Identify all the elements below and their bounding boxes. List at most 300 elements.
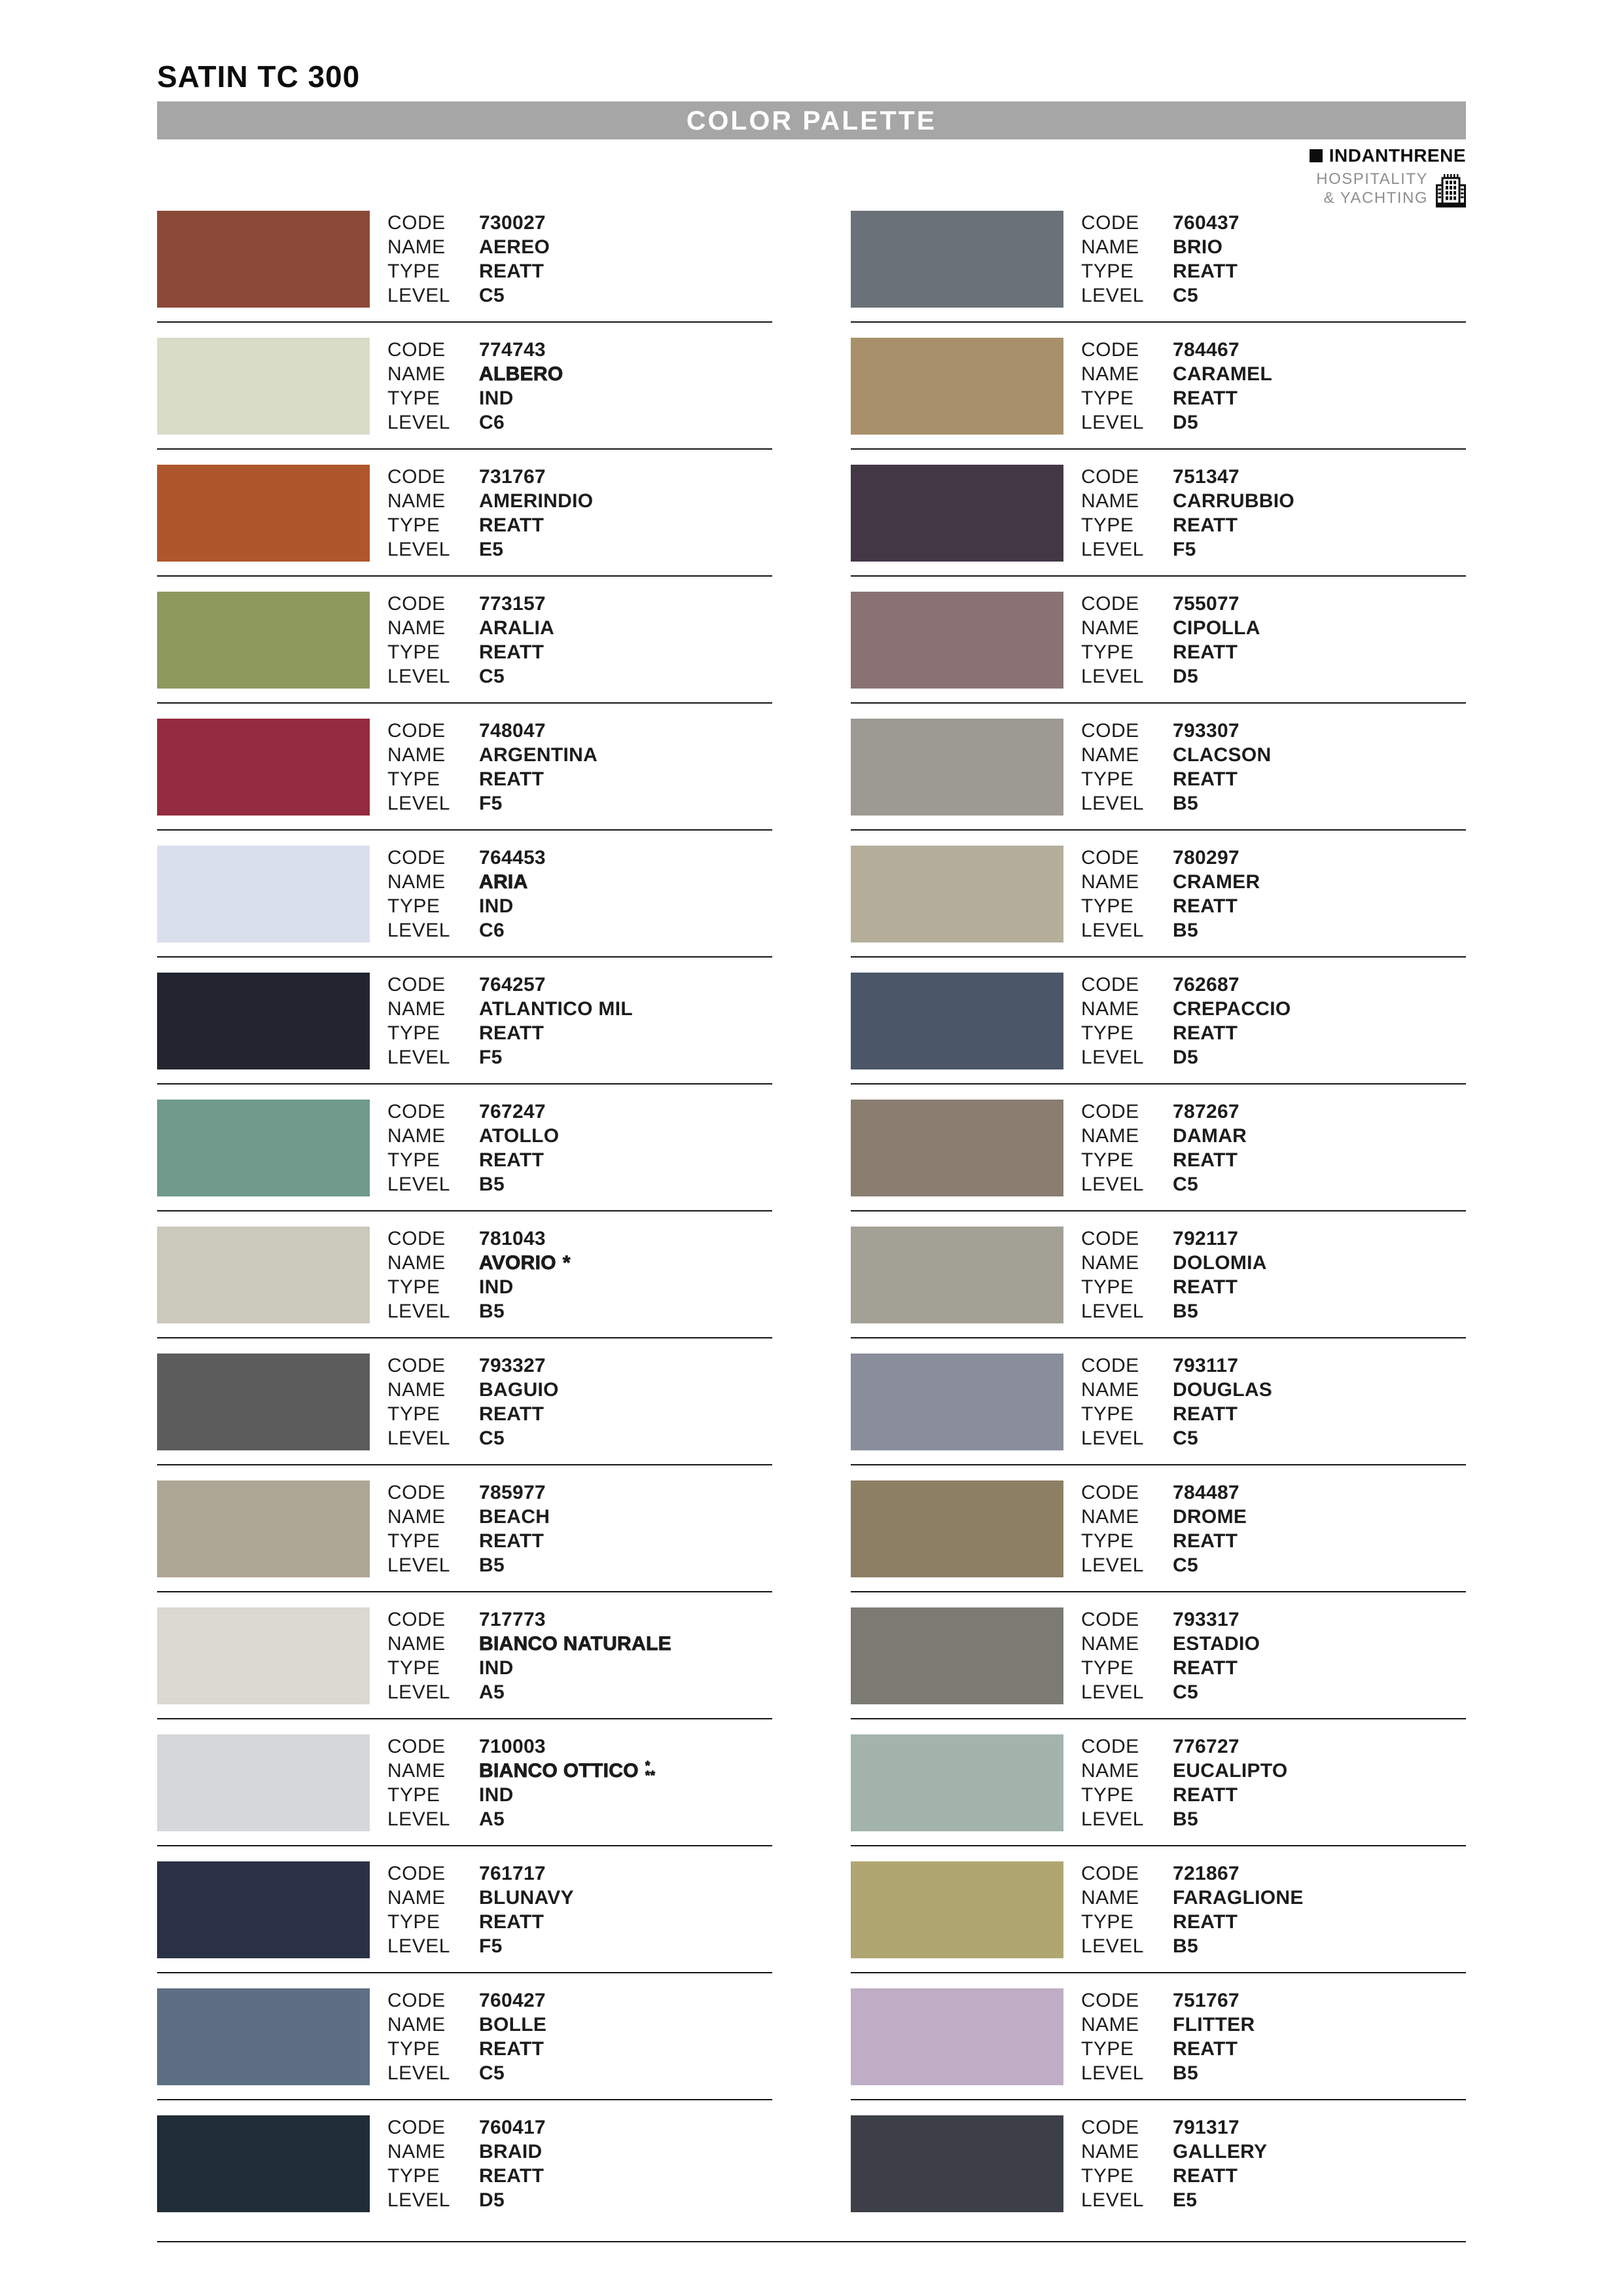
palette-entry [157,1354,772,1465]
type-label: TYPE [387,1022,440,1044]
code-value: 784467 [1173,338,1240,361]
entry-fields [1081,465,1294,562]
type-value: REATT [1173,514,1238,536]
code-label: CODE [1081,1608,1139,1630]
type-value: REATT [1173,1784,1238,1806]
color-swatch [851,2115,1063,2212]
code-value: 748047 [479,719,546,742]
level-label: LEVEL [1081,411,1144,433]
level-value: C5 [479,1427,505,1449]
level-value: C5 [479,665,505,687]
palette-entry [157,846,772,958]
type-value: REATT [1173,260,1238,282]
type-value: REATT [479,1149,544,1171]
name-value: ARIA [479,870,528,893]
name-label: NAME [387,997,446,1020]
name-label: NAME [387,1759,446,1782]
palette-entry [851,1861,1466,1973]
level-label: LEVEL [1081,919,1144,941]
code-value: 781043 [479,1227,546,1249]
type-value: REATT [1173,1657,1238,1679]
entry-fields [387,1227,571,1323]
name-value: CLACSON [1173,744,1272,766]
bottom-rule [157,2241,1466,2242]
name-value: CRAMER [1173,870,1260,893]
code-label: CODE [387,1227,446,1249]
name-value: DOUGLAS [1173,1378,1273,1401]
palette-entry [851,2115,1466,2226]
level-label: LEVEL [387,792,450,814]
code-label: CODE [1081,1100,1139,1122]
color-swatch [851,1607,1063,1704]
code-label: CODE [387,1608,446,1630]
level-label: LEVEL [1081,1681,1144,1703]
level-label: LEVEL [1081,1935,1144,1957]
name-label: NAME [1081,870,1139,893]
code-value: 717773 [479,1608,546,1630]
name-value: DOLOMIA [1173,1251,1267,1274]
palette-entry [157,719,772,831]
level-label: LEVEL [1081,665,1144,687]
name-value: BRAID [479,2140,543,2162]
name-value: BRIO [1173,236,1223,258]
palette-entry [157,1227,772,1338]
level-value: C5 [1173,284,1198,306]
color-swatch [157,338,370,435]
type-value: REATT [1173,2037,1238,2060]
code-value: 787267 [1173,1100,1240,1122]
name-value: CREPACCIO [1173,997,1291,1020]
code-value: 760427 [479,1989,546,2011]
brand-subtitle [1316,170,1428,207]
code-label: CODE [1081,2116,1139,2138]
code-label: CODE [1081,973,1139,996]
name-label: NAME [1081,2013,1139,2036]
level-label: LEVEL [387,284,450,306]
code-value: 731767 [479,465,546,488]
name-label: NAME [387,1124,446,1147]
entry-fields [387,719,597,816]
type-label: TYPE [1081,514,1134,536]
name-value: BLUNAVY [479,1886,574,1909]
code-label: CODE [1081,1227,1139,1249]
color-swatch [851,592,1063,689]
code-label: CODE [1081,1481,1139,1503]
footnote-mark: * ** [645,1759,656,1783]
name-value: AMERINDIO [479,490,594,512]
name-value: BIANCO NATURALE [479,1632,671,1655]
entry-fields [1081,1607,1260,1704]
entry-fields [1081,1734,1288,1831]
type-label: TYPE [1081,768,1134,790]
level-label: LEVEL [1081,284,1144,306]
level-value: B5 [1173,919,1198,941]
name-label: NAME [1081,617,1139,639]
type-label: TYPE [1081,1530,1134,1552]
name-label: NAME [387,870,446,893]
name-label: NAME [1081,744,1139,766]
code-value: 755077 [1173,592,1240,615]
level-label: LEVEL [1081,2189,1144,2211]
palette-entry [851,1227,1466,1338]
level-label: LEVEL [387,1173,450,1195]
entry-fields [387,1988,546,2085]
name-value: ATOLLO [479,1124,560,1147]
code-label: CODE [387,338,446,361]
code-label: CODE [1081,1354,1139,1376]
entry-fields [1081,719,1271,816]
name-label: NAME [387,2013,446,2036]
entry-fields [387,2115,546,2212]
palette-columns [157,211,1466,2241]
entry-fields [1081,1227,1267,1323]
palette-entry [157,2115,772,2226]
color-swatch [157,973,370,1069]
column-right [851,211,1466,2241]
name-value: AVORIO * [479,1251,571,1274]
color-swatch [851,338,1063,435]
type-label: TYPE [1081,2164,1134,2187]
entry-fields [1081,1100,1247,1196]
code-value: 710003 [479,1735,546,1757]
name-label: NAME [1081,1759,1139,1782]
code-label: CODE [1081,719,1139,742]
type-label: TYPE [387,895,440,917]
entry-fields [387,1100,559,1196]
entry-fields [1081,1480,1247,1577]
code-value: 792117 [1173,1227,1239,1249]
code-value: 751767 [1173,1989,1240,2011]
palette-entry [851,211,1466,323]
level-value: D5 [479,2189,505,2211]
entry-fields [1081,2115,1267,2212]
name-label: NAME [1081,997,1139,1020]
type-label: TYPE [1081,1276,1134,1298]
code-value: 761717 [479,1862,546,1884]
type-value: REATT [1173,1276,1238,1298]
type-value: REATT [479,1530,544,1552]
level-label: LEVEL [387,1554,450,1576]
palette-entry [851,973,1466,1085]
level-label: LEVEL [387,1681,450,1703]
type-value: REATT [479,1022,544,1044]
color-swatch [851,1861,1063,1958]
palette-entry [157,1734,772,1846]
name-value: CARAMEL [1173,363,1273,385]
type-value: REATT [479,1403,544,1425]
name-label: NAME [387,1378,446,1401]
banner [157,101,1466,139]
palette-entry [851,1988,1466,2100]
type-label: TYPE [387,387,440,409]
type-value: REATT [1173,641,1238,663]
type-value: REATT [1173,2164,1238,2187]
color-swatch [851,1100,1063,1196]
level-value: D5 [1173,665,1198,687]
level-label: LEVEL [387,665,450,687]
banner-title: COLOR PALETTE [686,105,937,135]
code-value: 721867 [1173,1862,1240,1884]
column-left [157,211,772,2241]
palette-entry [851,846,1466,958]
code-value: 767247 [479,1100,546,1122]
type-label: TYPE [1081,260,1134,282]
level-value: C5 [1173,1427,1198,1449]
type-value: REATT [1173,387,1238,409]
code-label: CODE [387,1735,446,1757]
level-value: F5 [479,1046,503,1068]
color-swatch [157,592,370,689]
brand-logo [1310,145,1466,207]
entry-fields [1081,846,1260,942]
entry-fields [387,1861,574,1958]
name-value: ARGENTINA [479,744,598,766]
name-label: NAME [387,490,446,512]
type-value: REATT [1173,1530,1238,1552]
code-value: 762687 [1173,973,1240,996]
code-label: CODE [387,719,446,742]
color-swatch [851,465,1063,562]
code-value: 760437 [1173,211,1240,234]
code-value: 791317 [1173,2116,1240,2138]
code-label: CODE [387,973,446,996]
code-label: CODE [387,1100,446,1122]
color-swatch [851,846,1063,942]
code-value: 793307 [1173,719,1240,742]
name-value: ATLANTICO MIL [479,997,633,1020]
level-label: LEVEL [387,1300,450,1322]
level-label: LEVEL [387,919,450,941]
level-label: LEVEL [1081,1808,1144,1830]
type-label: TYPE [387,2164,440,2187]
entry-fields [387,592,554,689]
name-label: NAME [1081,1124,1139,1147]
type-label: TYPE [387,1657,440,1679]
code-value: 730027 [479,211,546,234]
entry-fields [387,211,550,308]
code-value: 793117 [1173,1354,1239,1376]
name-label: NAME [387,236,446,258]
type-label: TYPE [387,260,440,282]
code-value: 793327 [479,1354,546,1376]
name-label: NAME [387,1886,446,1909]
type-value: REATT [1173,1403,1238,1425]
color-swatch [851,1227,1063,1323]
type-label: TYPE [387,514,440,536]
palette-entry [851,338,1466,450]
type-label: TYPE [387,1403,440,1425]
name-value: ARALIA [479,617,555,639]
code-label: CODE [387,2116,446,2138]
name-value: BAGUIO [479,1378,559,1401]
name-label: NAME [1081,1505,1139,1528]
type-value: IND [479,387,514,409]
name-value: FLITTER [1173,2013,1255,2036]
color-swatch [157,211,370,308]
name-label: NAME [1081,1378,1139,1401]
type-label: TYPE [1081,1657,1134,1679]
color-swatch [157,1227,370,1323]
level-value: C6 [479,919,505,941]
code-label: CODE [1081,1989,1139,2011]
entry-fields [1081,338,1272,435]
entry-fields [387,1354,559,1450]
level-value: E5 [479,538,504,560]
name-value: DAMAR [1173,1124,1247,1147]
brand-subtitle-line2: & YACHTING [1323,189,1428,207]
type-value: REATT [479,260,544,282]
code-label: CODE [1081,846,1139,869]
level-value: D5 [1173,1046,1198,1068]
entry-fields [1081,211,1240,308]
code-value: 764257 [479,973,546,996]
level-value: C5 [1173,1173,1198,1195]
code-label: CODE [387,592,446,615]
type-value: REATT [1173,1910,1238,1933]
type-label: TYPE [1081,1022,1134,1044]
type-label: TYPE [1081,387,1134,409]
name-label: NAME [1081,236,1139,258]
name-value: BOLLE [479,2013,547,2036]
type-value: REATT [1173,895,1238,917]
level-label: LEVEL [387,1427,450,1449]
name-label: NAME [1081,1251,1139,1274]
code-value: 784487 [1173,1481,1240,1503]
type-label: TYPE [1081,2037,1134,2060]
name-value: GALLERY [1173,2140,1268,2162]
palette-entry [851,592,1466,704]
palette-entry [157,973,772,1085]
level-value: B5 [479,1173,505,1195]
name-label: NAME [387,2140,446,2162]
code-label: CODE [1081,211,1139,234]
type-value: REATT [1173,1022,1238,1044]
level-value: B5 [1173,792,1198,814]
name-value: AEREO [479,236,550,258]
code-value: 764453 [479,846,546,869]
level-label: LEVEL [1081,2062,1144,2084]
level-value: A5 [479,1808,505,1830]
type-value: IND [479,1784,514,1806]
entry-fields [387,465,593,562]
level-value: F5 [479,792,503,814]
entry-fields [387,846,546,942]
level-value: B5 [1173,1300,1198,1322]
level-label: LEVEL [1081,1173,1144,1195]
type-value: REATT [479,2164,544,2187]
code-value: 774743 [479,338,546,361]
type-value: REATT [479,1910,544,1933]
color-swatch [157,465,370,562]
name-value: CARRUBBIO [1173,490,1295,512]
level-label: LEVEL [387,2189,450,2211]
palette-entry [851,719,1466,831]
entry-fields [387,1734,655,1831]
type-value: REATT [1173,1149,1238,1171]
entry-fields [387,973,633,1069]
entry-fields [1081,973,1291,1069]
color-swatch [157,1988,370,2085]
code-label: CODE [387,846,446,869]
type-label: TYPE [1081,1910,1134,1933]
color-swatch [851,211,1063,308]
page-title: SATIN TC 300 [157,60,361,94]
color-swatch [157,846,370,942]
code-value: 776727 [1173,1735,1240,1757]
level-value: C5 [479,2062,505,2084]
brand-square-icon [1310,149,1323,162]
name-label: NAME [1081,363,1139,385]
code-label: CODE [387,1481,446,1503]
palette-entry [157,1100,772,1211]
level-label: LEVEL [1081,1427,1144,1449]
name-value: EUCALIPTO [1173,1759,1288,1782]
color-swatch [851,973,1063,1069]
level-value: F5 [1173,538,1196,560]
code-label: CODE [387,1989,446,2011]
brand-name: INDANTHRENE [1329,145,1466,166]
color-swatch [157,1354,370,1450]
type-label: TYPE [387,1784,440,1806]
code-value: 785977 [479,1481,546,1503]
code-value: 780297 [1173,846,1240,869]
code-label: CODE [387,1862,446,1884]
code-label: CODE [1081,465,1139,488]
color-swatch [851,719,1063,816]
entry-fields [387,1480,550,1577]
name-value: BIANCO OTTICO * ** [479,1759,656,1783]
name-value: ALBERO [479,363,563,385]
palette-entry [851,1607,1466,1719]
name-label: NAME [387,1251,446,1274]
type-label: TYPE [1081,641,1134,663]
code-label: CODE [1081,1735,1139,1757]
brand-subtitle-line1: HOSPITALITY [1316,170,1428,188]
code-value: 793317 [1173,1608,1240,1630]
entry-fields [1081,1988,1255,2085]
name-label: NAME [387,617,446,639]
type-value: IND [479,895,514,917]
palette-entry [157,465,772,577]
level-value: D5 [1173,411,1198,433]
code-label: CODE [387,1354,446,1376]
entry-fields [387,338,563,435]
entry-fields [1081,1354,1272,1450]
type-label: TYPE [1081,1784,1134,1806]
level-value: B5 [479,1554,505,1576]
type-value: REATT [479,641,544,663]
code-label: CODE [387,211,446,234]
palette-entry [157,592,772,704]
level-label: LEVEL [387,1046,450,1068]
level-label: LEVEL [387,411,450,433]
type-label: TYPE [387,2037,440,2060]
level-value: B5 [479,1300,505,1322]
level-value: B5 [1173,1935,1198,1957]
level-value: B5 [1173,2062,1198,2084]
level-label: LEVEL [387,538,450,560]
name-label: NAME [387,744,446,766]
type-value: REATT [1173,768,1238,790]
color-swatch [851,1734,1063,1831]
name-value: CIPOLLA [1173,617,1260,639]
level-label: LEVEL [387,2062,450,2084]
name-label: NAME [387,1632,446,1655]
color-swatch [157,2115,370,2212]
name-value: DROME [1173,1505,1247,1528]
type-label: TYPE [387,641,440,663]
code-label: CODE [1081,1862,1139,1884]
